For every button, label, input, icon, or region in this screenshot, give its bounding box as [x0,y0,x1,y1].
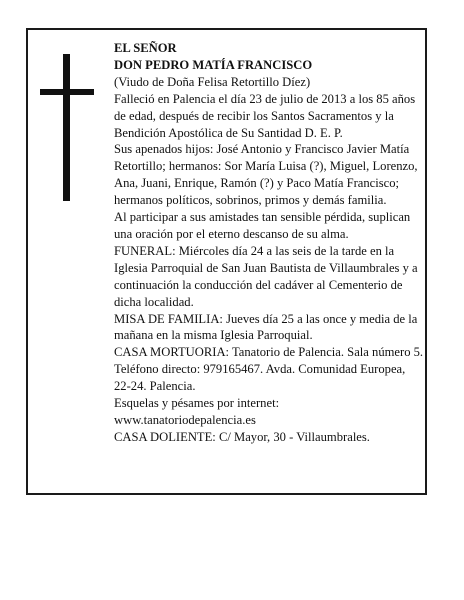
funeral-details: FUNERAL: Miércoles día 24 a las seis de la tarde en la Iglesia Parroquial de San Juan Bautista de Villaumbrales y a continuación la conducción del cadáver al Cementerio de dicha localidad. [114,243,418,309]
prayer-request: Al participar a sus amistades tan sensible pérdida, suplican una oración por el eterno descanso de su alma. [114,210,411,241]
family-mass-details: MISA DE FAMILIA: Jueves día 25 a las once y media de la mañana en la misma Iglesia Parroquial. [114,311,418,343]
widower-note: (Viudo de Doña Felisa Retortillo Díez) [114,74,311,89]
funeral-home-details: CASA MORTUORIA: Tanatorio de Palencia. Sala número 5. Teléfono directo: 979165467. Avda. Comunidad Europea, 22-24. Palencia. [114,345,424,394]
obituary-notice [26,28,427,495]
family-list: Sus apenados hijos: José Antonio y Francisco Javier Matía Retortillo; hermanos: Sor María Luisa (?), Miguel, Lorenzo, Ana, Juani, Enrique, Ramón (?) y Paco Matía Francisco; hermanos políticos, sobrinos, primos y demás familia. [114,142,418,208]
family-home-address: CASA DOLIENTE: C/ Mayor, 30 - Villaumbrales. [114,429,370,444]
latin-cross-icon [40,54,94,201]
cross-horizontal-bar [40,89,94,95]
notice-body [114,40,424,446]
online-condolences: Esquelas y pésames por internet: www.tanatoriodepalencia.es [114,396,280,427]
cross-vertical-bar [63,54,70,201]
death-announcement: Falleció en Palencia el día 23 de julio de 2013 a los 85 años de edad, después de recibir los Santos Sacramentos y la Bendición Apostólica de Su Santidad D. E. P. [114,91,416,140]
notice-heading-title: EL SEÑOR [114,41,177,55]
deceased-name: DON PEDRO MATÍA FRANCISCO [114,57,313,72]
